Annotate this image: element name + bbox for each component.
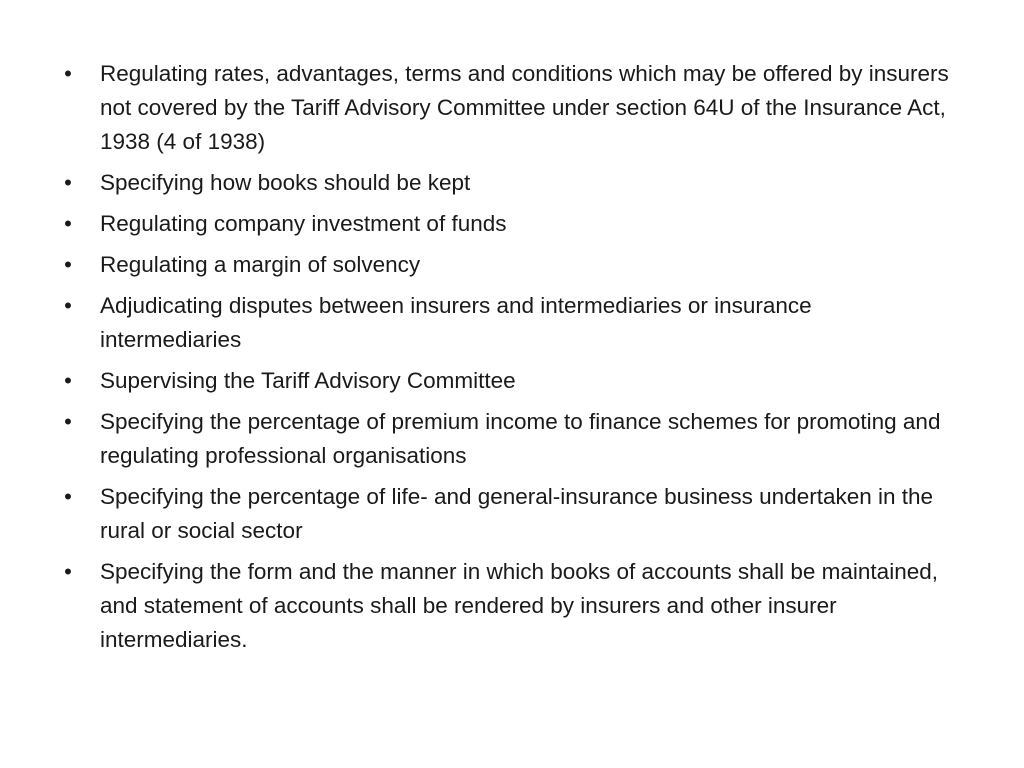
bullet-item — [58, 364, 958, 398]
bullet-text: Regulating company investment of funds — [100, 211, 507, 236]
bullet-dot-icon: • — [64, 252, 72, 277]
bullet-dot-icon: • — [64, 484, 72, 509]
bullet-item — [58, 207, 958, 241]
bullet-item — [58, 480, 958, 548]
bullet-dot-icon: • — [64, 211, 72, 236]
bullet-item — [58, 555, 958, 657]
bullet-text: Specifying how books should be kept — [100, 170, 471, 195]
bullet-dot-icon: • — [64, 559, 72, 584]
bullet-text: Specifying the percentage of life- and general-insurance business undertaken in the rural or social sector — [100, 484, 934, 543]
bullet-text: Regulating a margin of solvency — [100, 252, 421, 277]
bullet-text: Regulating rates, advantages, terms and conditions which may be offered by insurers not covered by the Tariff Advisory Committee under section 64U of the Insurance Act, 1938 (4 of 1938) — [100, 61, 949, 154]
bullet-text: Supervising the Tariff Advisory Committee — [100, 368, 516, 393]
bullet-item — [58, 57, 958, 159]
bullet-text: Specifying the percentage of premium income to finance schemes for promoting and regulating professional organisations — [100, 409, 941, 468]
bullet-dot-icon: • — [64, 409, 72, 434]
bullet-text: Adjudicating disputes between insurers and intermediaries or insurance intermediaries — [100, 293, 812, 352]
bullet-text: Specifying the form and the manner in which books of accounts shall be maintained, and statement of accounts shall be rendered by insurers and other insurer intermediaries. — [100, 559, 938, 652]
bullet-list — [58, 57, 958, 664]
bullet-item — [58, 248, 958, 282]
bullet-item — [58, 166, 958, 200]
bullet-dot-icon: • — [64, 61, 72, 86]
bullet-dot-icon: • — [64, 170, 72, 195]
bullet-item — [58, 289, 958, 357]
bullet-dot-icon: • — [64, 368, 72, 393]
bullet-dot-icon: • — [64, 293, 72, 318]
bullet-item — [58, 405, 958, 473]
